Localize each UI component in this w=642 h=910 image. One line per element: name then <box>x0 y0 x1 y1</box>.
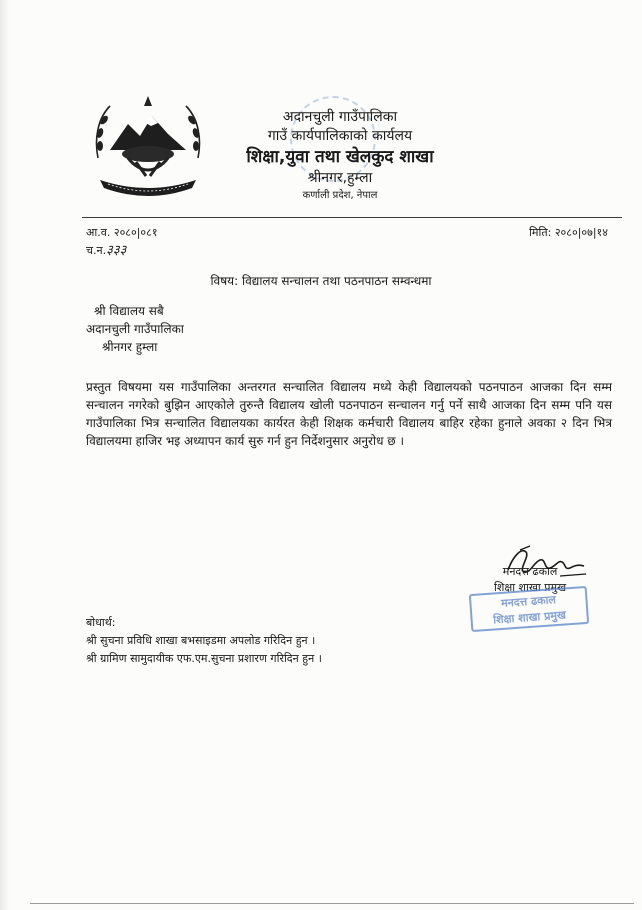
fiscal-year: आ.व. २०८०|०८१ <box>86 226 158 239</box>
stamp-line-1: मनदत्त ढकाल <box>500 593 557 610</box>
copy-to-title: बोधार्थ: <box>86 616 116 629</box>
addressee-line-2: अदानचुली गाउँपालिका <box>86 322 184 336</box>
letter-date: मिति: २०८०|०७|१४ <box>529 226 608 239</box>
dispatch-number-value: ३३३ <box>106 243 127 258</box>
addressee-line-3: श्रीनगर हुम्ला <box>102 340 158 354</box>
reference-block <box>86 224 158 260</box>
copy-to-item: श्री ग्रामिण सामुदायीक एफ.एम.सुचना प्रशारण गरिदिन हुन । <box>86 652 322 665</box>
branch-name: शिक्षा,युवा तथा खेलकुद शाखा <box>246 147 434 167</box>
province-country: कर्णाली प्रदेश, नेपाल <box>302 190 378 201</box>
bottom-border <box>30 903 634 904</box>
municipality-name: अदानचुली गाउँपालिका <box>282 109 398 125</box>
copy-to-item: श्री सुचना प्रविधि शाखा बभसाइडमा अपलोड गरिदिन हुन । <box>86 634 316 647</box>
letter-subject: विषय: विद्यालय सन्चालन तथा पठनपाठन सम्वन्धमा <box>210 274 432 288</box>
header-divider <box>82 217 622 218</box>
copy-to-block <box>86 614 322 668</box>
dispatch-number-label: च.न. <box>86 244 107 257</box>
official-stamp <box>469 586 589 632</box>
letter-body: प्रस्तुत विषयमा यस गाउँपालिका अन्तरगत सन्चालित विद्यालय मध्ये केही विद्यालयको पठनपाठन आजका दिन सम्म सन्चालन नगरेको बुझिन आएकोले तुरुन्तै विद्यालय खोली पठनपाठन सन्चालन गर्नु पर्ने साथै आजका दिन सम्म पनि यस गाउँपालिका भित्र सन्चालित विद्यालयका कार्यरत केही शिक्षक कर्मचारी विद्यालय बाहिर रहेका हुनाले अवका २ दिन भित्र विद्यालयमा हाजिर भइ अध्यापन कार्य सुरु गर्न हुन निर्देशनुसार अनुरोध छ । <box>86 380 612 448</box>
letterhead <box>220 108 460 204</box>
stamp-line-2: शिक्षा शाखा प्रमुख <box>492 608 567 627</box>
addressee-block <box>86 302 184 356</box>
signatory-title: शिक्षा शाखा प्रमुख <box>494 581 567 594</box>
addressee-line-1: श्री विद्यालय सबै <box>94 304 164 318</box>
signatory-name: मनदत्त ढकाल <box>502 565 558 578</box>
nepal-emblem-icon <box>88 88 208 203</box>
office-location: श्रीनगर,हुम्ला <box>307 170 373 186</box>
page-edge-shadow <box>0 0 10 910</box>
office-name: गाउँ कार्यपालिकाको कार्यलय <box>267 128 413 144</box>
dispatch-number-row <box>86 242 158 260</box>
